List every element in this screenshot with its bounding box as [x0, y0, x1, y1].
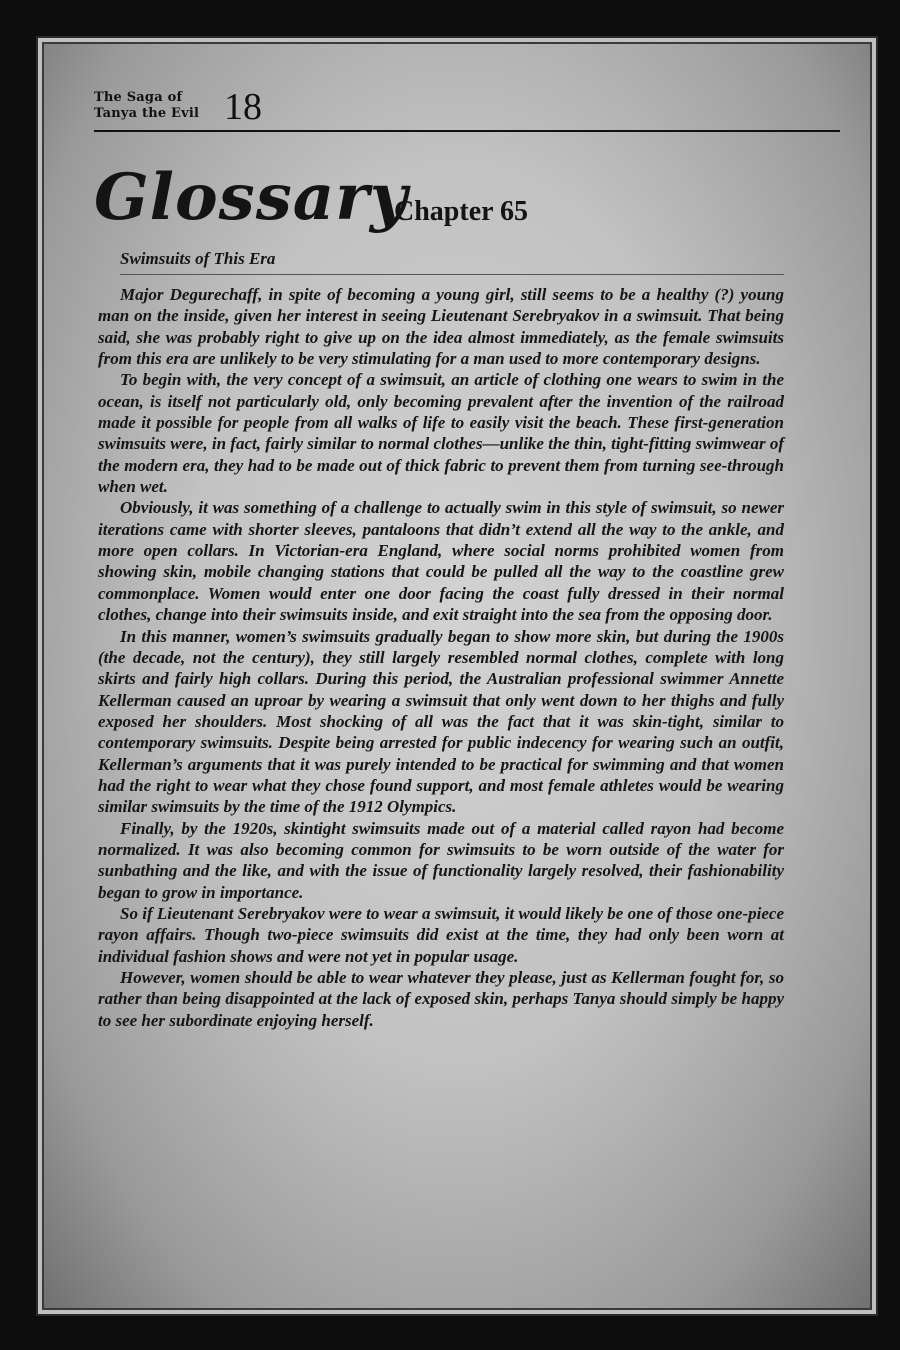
paragraph: Obviously, it was something of a challenge to actually swim in this style of swimsuit, so newer iterations came with shorter sleeves, pantaloons that didn’t extend all the way to the ankle, and more open collars. In Victorian-era England, where social norms prohibited women from showing skin, mobile changing stations that could be pulled all the way to the coastline grew commonplace. Women would enter one door facing the coast fully dressed in their normal clothes, change into their swimsuits inside, and exit straight into the sea from the opposing door. — [98, 498, 784, 625]
series-title-line1: The Saga of — [94, 90, 183, 105]
paragraph: However, women should be able to wear whatever they please, just as Kellerman fought for, so rather than being disappointed at the lack of exposed skin, perhaps Tanya should simply be happy to see her subordinate enjoying herself. — [98, 968, 784, 1030]
volume-number: 18 — [224, 86, 262, 128]
section-title: Swimsuits of This Era — [120, 248, 784, 275]
paragraph: In this manner, women’s swimsuits gradually began to show more skin, but during the 1900s (the decade, not the century), they still largely resembled normal clothes, complete with long skirts and fairly high collars. During this period, the Australian professional swimmer Annette Kellerman caused an uproar by wearing a swimsuit that only went down to her thighs and fully exposed her shoulders. Most shocking of all was the fact that it was skin-tight, similar to contemporary swimsuits. Despite being arrested for public indecency for wearing such an outfit, Kellerman’s arguments that it was purely intended to be practical for swimming and that women had the right to wear what they chose found support, and most female athletes would be wearing similar swimsuits by the time of the 1912 Olympics. — [98, 626, 784, 817]
paragraph: Finally, by the 1920s, skintight swimsuits made out of a material called rayon had become normalized. It was also becoming common for swimsuits to be worn outside of the water for sunbathing and the like, and with the issue of functionality largely resolved, their fashionability began to grow in importance. — [98, 818, 784, 902]
paragraph: Major Degurechaff, in spite of becoming a young girl, still seems to be a healthy (?) young man on the inside, given her interest in seeing Lieutenant Serebryakov in a swimsuit. That being said, she was probably right to give up on the idea almost immediately, as the female swimsuits from this era are unlikely to be very stimulating for a man used to more contemporary designs. — [98, 285, 784, 369]
glossary-page — [36, 36, 878, 1316]
series-title-line2: Tanya the Evil — [94, 106, 200, 121]
page-header — [94, 88, 840, 132]
chapter-label: Chapter 65 — [394, 196, 529, 227]
glossary-body — [98, 284, 784, 1031]
paragraph: To begin with, the very concept of a swimsuit, an article of clothing one wears to swim in the ocean, is itself not particularly old, only becoming prevalent after the invention of the railroad made it possible for people from all walks of life to easily visit the beach. These first-generation swimsuits were, in fact, fairly similar to normal clothes—unlike the thin, tight-fitting swimwear of the modern era, they had to be made out of thick fabric to prevent them from turning see-through when wet. — [98, 370, 784, 497]
paragraph: So if Lieutenant Serebryakov were to wear a swimsuit, it would likely be one of those one-piece rayon affairs. Though two-piece swimsuits did exist at the time, they had only been worn at individual fashion shows and were not yet in popular usage. — [98, 903, 784, 966]
series-title — [94, 90, 234, 122]
page-title: Glossary — [94, 160, 409, 235]
